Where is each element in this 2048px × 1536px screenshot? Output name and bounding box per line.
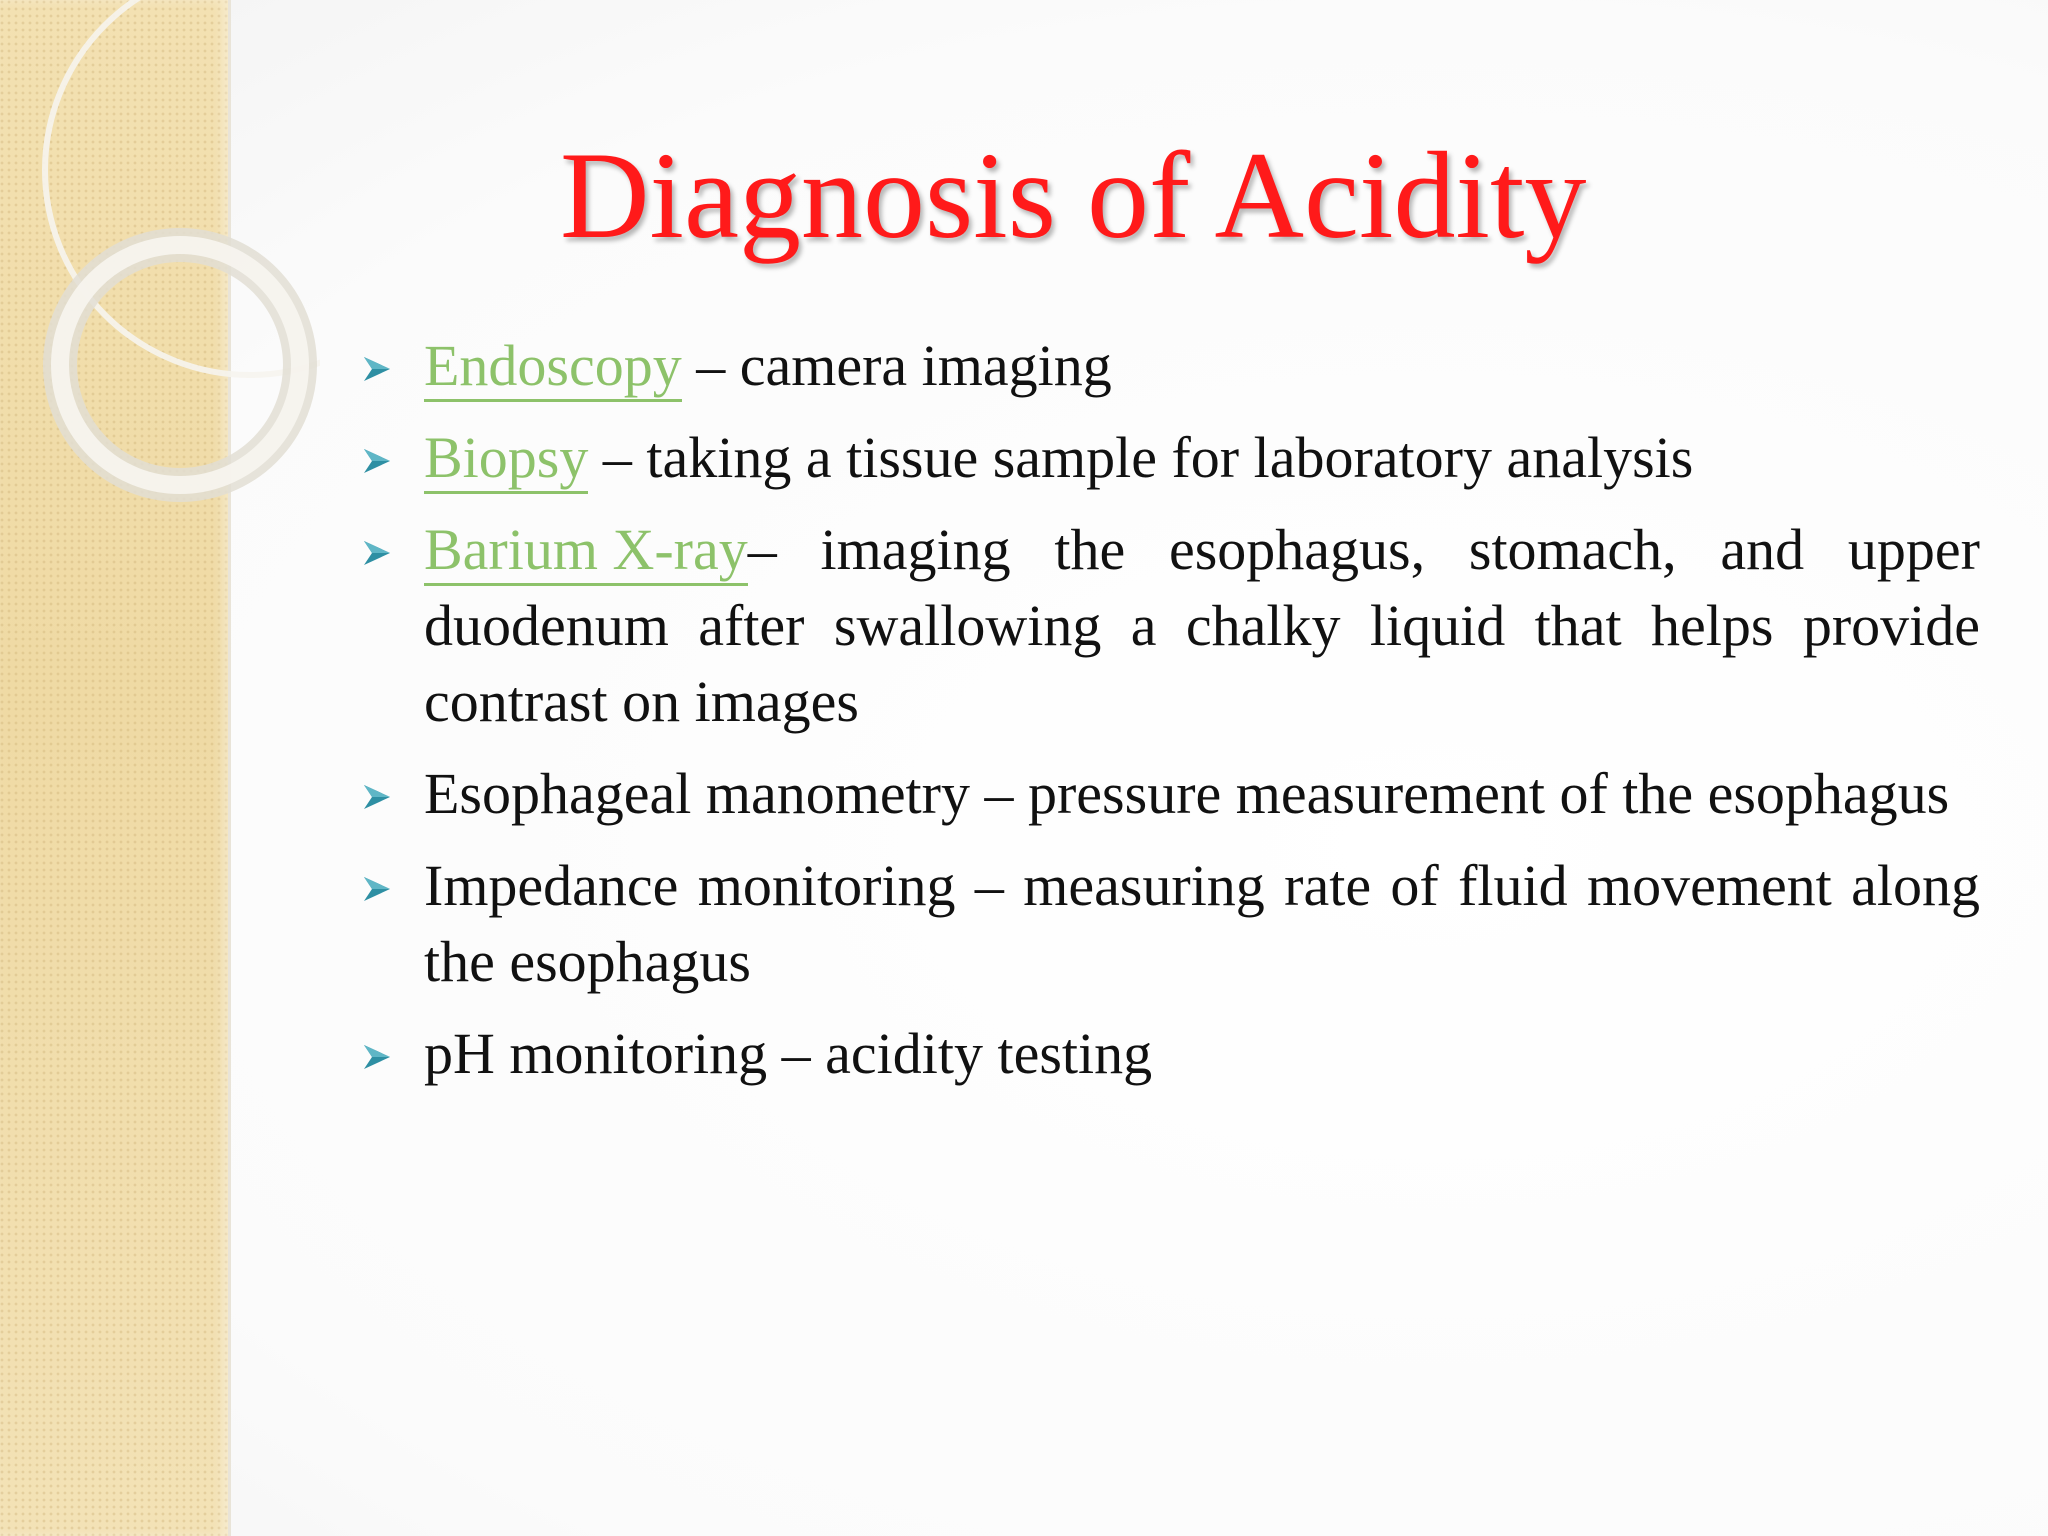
arrow-bullet-icon <box>360 538 394 568</box>
bullet-item-barium-xray <box>424 512 1980 740</box>
bullet-item-esophageal-manometry <box>424 756 1980 832</box>
arrow-bullet-icon <box>360 1042 394 1072</box>
slide-title: Diagnosis of Acidity <box>560 127 1587 264</box>
endoscopy-link[interactable]: Endoscopy <box>424 333 682 402</box>
bullet-item-endoscopy <box>424 328 1980 404</box>
arrow-bullet-icon <box>360 782 394 812</box>
bullet-text: – taking a tissue sample for laboratory analysis <box>588 425 1694 490</box>
decorative-side-panel <box>0 0 231 1536</box>
bullet-text: – imaging the esophagus, stomach, and upper duodenum after swallowing a chalky liquid that helps provide contrast on images <box>424 517 1980 734</box>
bullet-text: – camera imaging <box>681 333 1112 398</box>
bullet-text: Impedance monitoring – measuring rate of fluid movement along the esophagus <box>424 853 1980 994</box>
barium-xray-link[interactable]: Barium X-ray <box>424 517 748 586</box>
arrow-bullet-icon <box>360 446 394 476</box>
bullet-item-impedance-monitoring <box>424 848 1980 1000</box>
bullet-item-biopsy <box>424 420 1980 496</box>
bullet-item-ph-monitoring <box>424 1016 1980 1092</box>
arrow-bullet-icon <box>360 874 394 904</box>
bullet-text: Esophageal manometry – pressure measurement of the esophagus <box>424 761 1950 826</box>
bullet-list <box>424 328 1980 1108</box>
biopsy-link[interactable]: Biopsy <box>424 425 588 494</box>
arrow-bullet-icon <box>360 354 394 384</box>
bullet-text: pH monitoring – acidity testing <box>424 1021 1153 1086</box>
